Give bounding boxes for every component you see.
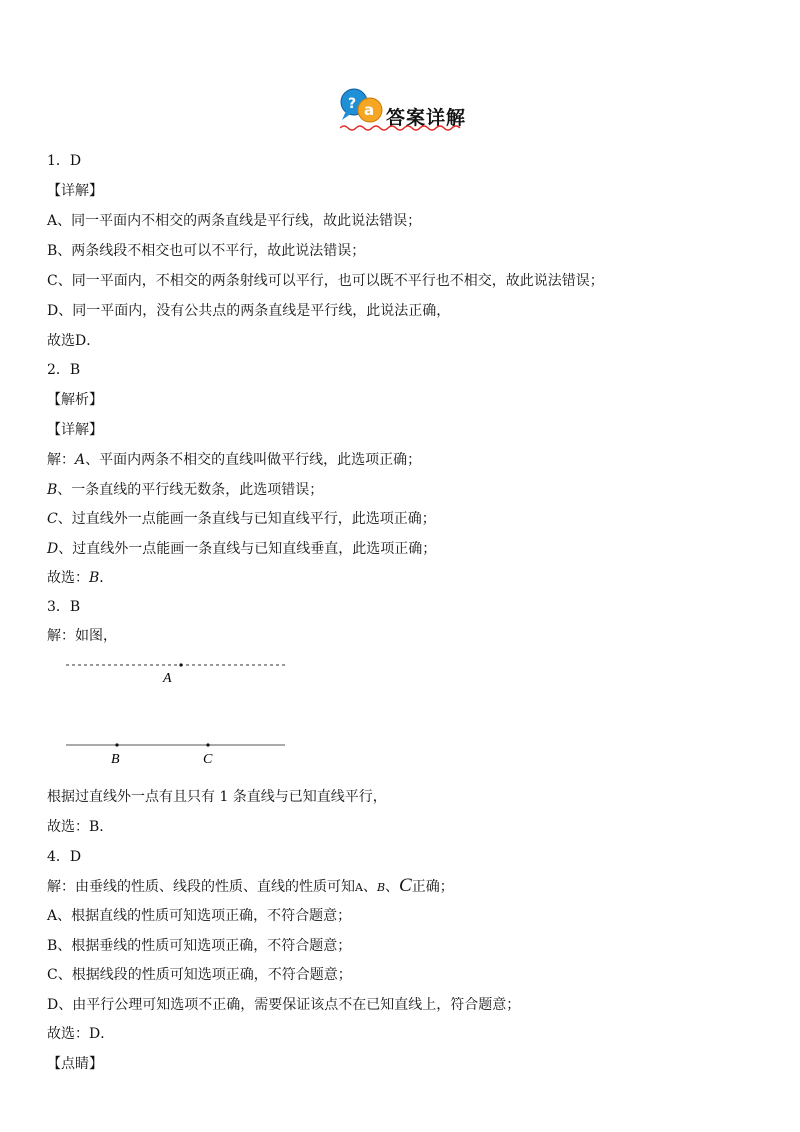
parallel-lines-figure: [60, 655, 300, 775]
q4-intro-sep2: 、: [385, 879, 400, 895]
point-b: [115, 743, 118, 746]
q2-line-a-text: 、平面内两条不相交的直线叫做平行线，此选项正确；: [85, 452, 422, 468]
q2-conclusion-letter: B: [89, 570, 100, 586]
q2-line-a: [47, 451, 421, 469]
q2-answer: 2．B: [47, 362, 81, 378]
q1-line-d: D、同一平面内，没有公共点的两条直线是平行线，此说法正确，: [47, 303, 451, 319]
q4-intro-end: 正确；: [411, 879, 454, 895]
q4-intro-a: A: [355, 881, 363, 894]
q2-conclusion-suffix: ．: [99, 570, 114, 586]
q1-line-b: B、两条线段不相交也可以不平行，故此说法错误；: [47, 243, 366, 259]
q4-line-b: B、根据垂线的性质可知选项正确，不符合题意；: [47, 938, 352, 954]
q4-intro-text: 解：由垂线的性质、线段的性质、直线的性质可知: [47, 879, 355, 895]
q2-line-b-text: 、一条直线的平行线无数条，此选项错误；: [57, 482, 324, 498]
label-b: B: [111, 752, 120, 767]
q1-answer: 1．D: [47, 153, 82, 169]
q2-line-a-letter: A: [75, 452, 86, 468]
wavy-underline: [340, 124, 480, 132]
q2-line-d-text: 、过直线外一点能画一条直线与已知直线垂直，此选项正确；: [58, 541, 437, 557]
q2-line-c-letter: C: [47, 511, 58, 527]
q4-remark-tag: 【点睛】: [47, 1056, 103, 1072]
q2-line-b-letter: B: [47, 482, 58, 498]
q4-line-d: D、由平行公理可知选项不正确，需要保证该点不在已知直线上，符合题意；: [47, 997, 521, 1013]
q2-line-b: [47, 481, 323, 499]
q4-answer: 4．D: [47, 849, 82, 865]
q2-line-d: [47, 540, 436, 558]
q4-conclusion: 故选：D．: [47, 1026, 115, 1042]
page-title: 答案详解: [386, 107, 467, 129]
q2-detail-tag: 【详解】: [47, 422, 103, 438]
q4-intro: [47, 877, 454, 897]
q1-conclusion: 故选D．: [47, 333, 101, 349]
q1-line-c: C、同一平面内，不相交的两条射线可以平行，也可以既不平行也不相交，故此说法错误；: [47, 273, 604, 289]
q4-line-a: A、根据直线的性质可知选项正确，不符合题意；: [47, 908, 352, 924]
label-c: C: [203, 752, 213, 767]
q2-line-d-letter: D: [47, 541, 59, 557]
q3-reason: 根据过直线外一点有且只有 1 条直线与已知直线平行，: [47, 789, 387, 805]
label-a: A: [163, 671, 172, 686]
q1-detail-tag: 【详解】: [47, 183, 103, 199]
q3-conclusion: 故选：B．: [47, 819, 114, 835]
q4-intro-sep1: 、: [362, 879, 377, 895]
point-c: [206, 743, 209, 746]
q2-conclusion-prefix: 故选：: [47, 570, 89, 586]
q3-intro: 解：如图，: [47, 628, 117, 644]
q2-line-a-prefix: 解：: [47, 452, 75, 468]
point-a: [179, 663, 182, 666]
answer-header: [336, 82, 476, 132]
q2-analysis-tag: 【解析】: [47, 392, 103, 408]
q4-line-c: C、根据线段的性质可知选项正确，不符合题意；: [47, 967, 352, 983]
q4-intro-b: B: [376, 881, 386, 894]
q3-answer: 3．B: [47, 599, 81, 615]
svg-text:a: a: [364, 101, 375, 119]
q2-line-c-text: 、过直线外一点能画一条直线与已知直线平行，此选项正确；: [57, 511, 436, 527]
q2-line-c: [47, 510, 436, 528]
q1-line-a: A、同一平面内不相交的两条直线是平行线，故此说法错误；: [47, 213, 422, 229]
q4-intro-c: C: [399, 875, 412, 896]
svg-text:?: ?: [348, 96, 357, 112]
q2-conclusion: [47, 569, 113, 587]
